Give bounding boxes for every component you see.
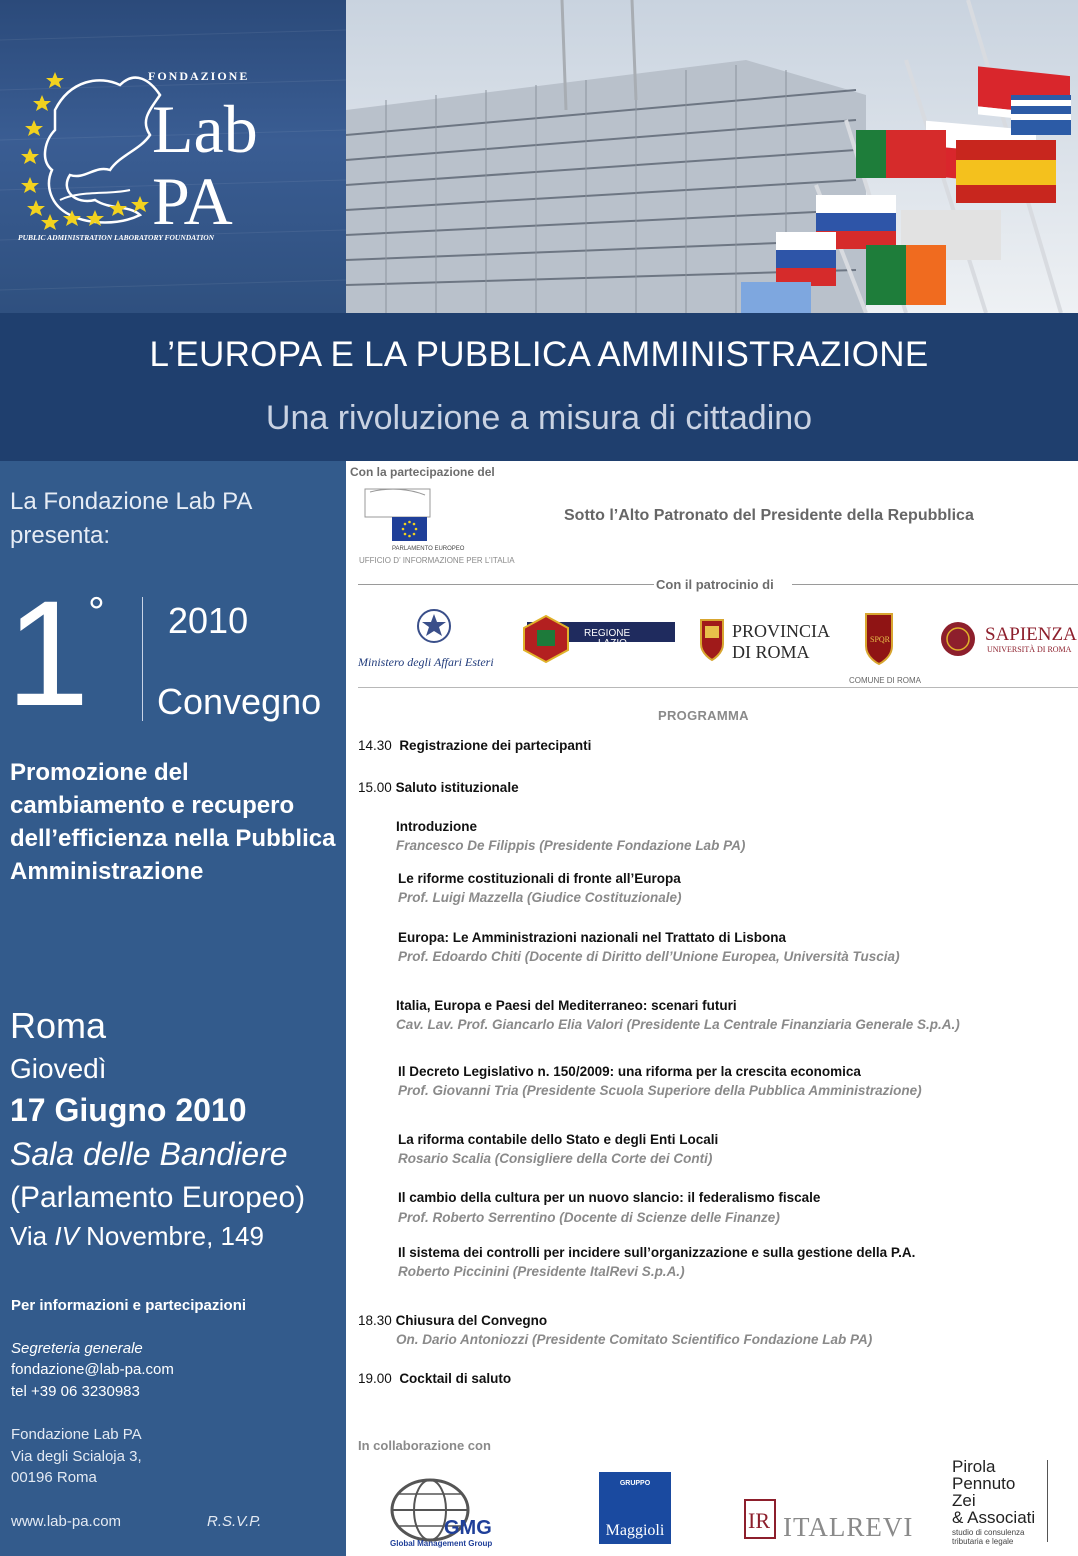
comune-roma-logo xyxy=(866,614,892,664)
program-speaker: Cav. Lav. Prof. Giancarlo Elia Valori (Presidente La Centrale Finanziaria Generale S.p.A.) xyxy=(396,1017,960,1032)
pirola-sub-1: studio di consulenza xyxy=(952,1528,1025,1537)
pirola-divider xyxy=(1047,1460,1048,1542)
org-name: Fondazione Lab PA xyxy=(11,1426,142,1443)
patrocinio-label: Con il patrocinio di xyxy=(656,577,774,592)
program-speaker: Rosario Scalia (Consigliere della Corte dei Conti) xyxy=(398,1151,713,1166)
program-speaker: Prof. Edoardo Chiti (Docente di Diritto dell’Unione Europea, Università Tuscia) xyxy=(398,949,900,964)
regione-text: REGIONE xyxy=(584,628,631,639)
program-title: La riforma contabile dello Stato e degli Enti Locali xyxy=(398,1132,719,1147)
logos-divider xyxy=(358,687,1078,688)
conference-theme: Promozione del cambiamento e recupero dell’efficienza nella Pubblica Amministrazione xyxy=(10,759,336,885)
edition-number: 1 xyxy=(6,569,90,737)
vertical-divider xyxy=(142,597,143,721)
provincia-text: PROVINCIA xyxy=(732,621,831,641)
italrevi-logo xyxy=(743,1494,913,1544)
program-title: Le riforme costituzionali di fronte all’Europa xyxy=(398,871,681,886)
italrevi-text: ITALREVI xyxy=(783,1512,913,1542)
fondazione-logo xyxy=(0,0,346,313)
gmg-sub-text: Global Management Group xyxy=(390,1539,493,1548)
event-date: 17 Giugno 2010 xyxy=(10,1092,247,1128)
address-suffix: Novembre, 149 xyxy=(78,1221,264,1251)
provincia-roma-logo xyxy=(701,620,830,662)
program-title: Il sistema dei controlli per incidere sull’organizzazione e sulla gestione della P.A. xyxy=(398,1245,916,1260)
program-speaker: Prof. Roberto Serrentino (Docente di Scienze delle Finanze) xyxy=(398,1210,780,1225)
program-speaker: Prof. Luigi Mazzella (Giudice Costituzionale) xyxy=(398,890,682,905)
program-title: Cocktail di saluto xyxy=(399,1371,512,1386)
eu-stars-icon xyxy=(21,72,149,230)
program-speaker: On. Dario Antoniozzi (Presidente Comitato Scientifico Fondazione Lab PA) xyxy=(396,1332,873,1347)
divider-right xyxy=(792,584,1078,585)
pirola-logo xyxy=(952,1458,1052,1548)
program-speaker: Francesco De Filippis (Presidente Fondazione Lab PA) xyxy=(396,838,746,853)
program-title: Introduzione xyxy=(396,819,477,834)
program-title: Chiusura del Convegno xyxy=(395,1313,548,1328)
contact-email[interactable]: fondazione@lab-pa.com xyxy=(11,1361,174,1378)
lazio-text: LAZIO xyxy=(598,638,627,649)
event-city: Roma xyxy=(10,1005,107,1046)
program-title: Italia, Europa e Paesi del Mediterraneo: scenari futuri xyxy=(396,998,737,1013)
collaboration-label: In collaborazione con xyxy=(358,1438,491,1453)
patronage-text: Sotto l’Alto Patronato del Presidente della Repubblica xyxy=(564,507,974,524)
pirola-sub-2: tributaria e legale xyxy=(952,1537,1014,1546)
ministero-text: Ministero degli Affari Esteri xyxy=(358,655,494,669)
spqr-text: SPQR xyxy=(870,635,891,644)
org-city: 00196 Roma xyxy=(11,1469,97,1486)
patron-logos xyxy=(356,600,1078,688)
programma-heading: PROGRAMMA xyxy=(658,708,749,723)
edition-degree: ° xyxy=(88,588,105,635)
italrevi-mark-text: IR xyxy=(748,1508,770,1533)
logo-panel xyxy=(0,0,346,313)
parliament-flags-image xyxy=(346,0,1078,313)
pirola-text-4: & Associati xyxy=(952,1508,1036,1527)
program-speaker: Prof. Giovanni Tria (Presidente Scuola Superiore della Pubblica Amministrazione) xyxy=(398,1083,922,1098)
program-title: Registrazione dei partecipanti xyxy=(399,738,592,753)
info-heading: Per informazioni e partecipazioni xyxy=(11,1297,247,1314)
website-link[interactable]: www.lab-pa.com xyxy=(11,1513,122,1530)
convegno-label: Convegno xyxy=(157,681,322,722)
pirola-text-1: Pirola xyxy=(952,1457,996,1476)
pirola-text-2: Pennuto xyxy=(952,1474,1016,1493)
event-venue: Sala delle Bandiere xyxy=(10,1136,288,1172)
event-weekday: Giovedì xyxy=(10,1053,107,1084)
gmg-text: GMG xyxy=(444,1517,492,1539)
ep-logo-text: PARLAMENTO EUROPEO xyxy=(392,546,465,552)
contact-phone: tel +39 06 3230983 xyxy=(11,1383,140,1400)
event-subtitle: Una rivoluzione a misura di cittadino xyxy=(265,399,813,437)
divider-left xyxy=(358,584,654,585)
program-title: Europa: Le Amministrazioni nazionali nel Trattato di Lisbona xyxy=(398,930,787,945)
gmg-logo xyxy=(388,1476,508,1548)
sapienza-text: SAPIENZA xyxy=(985,624,1077,645)
event-title: L’EUROPA E LA PUBBLICA AMMINISTRAZIONE xyxy=(149,335,929,374)
regione-lazio-logo xyxy=(524,616,675,662)
sapienza-logo xyxy=(941,622,1077,656)
program-title: Il Decreto Legislativo n. 150/2009: una riforma per la crescita economica xyxy=(398,1064,861,1079)
rsvp-label: R.S.V.P. xyxy=(207,1513,262,1530)
europe-outline-icon xyxy=(45,78,160,223)
event-address xyxy=(10,1221,264,1252)
european-parliament-logo xyxy=(360,487,520,557)
pirola-text-3: Zei xyxy=(952,1491,976,1510)
edition-year: 2010 xyxy=(168,600,249,641)
maggioli-gruppo-text: GRUPPO xyxy=(619,1480,651,1487)
program-time: 15.00 xyxy=(358,780,392,795)
logo-fondazione-text: FONDAZIONE xyxy=(148,69,250,83)
parliament-photo xyxy=(346,0,1078,313)
logo-tagline-text: PUBLIC ADMINISTRATION LABORATORY FOUNDATION xyxy=(18,233,215,242)
program-time: 19.00 xyxy=(358,1371,392,1386)
logo-lab-text: Lab xyxy=(152,91,258,167)
program-speaker: Roberto Piccinini (Presidente ItalRevi S.p.A.) xyxy=(398,1264,685,1279)
address-roman: IV xyxy=(54,1221,79,1251)
program-item xyxy=(358,780,519,795)
program-item xyxy=(358,1313,547,1328)
logo-pa-text: PA xyxy=(152,163,233,239)
org-street: Via degli Scialoja 3, xyxy=(11,1448,142,1465)
maggioli-logo xyxy=(599,1472,671,1544)
ep-caption: UFFICIO D’ INFORMAZIONE PER L’ITALIA xyxy=(359,556,515,565)
program-time: 18.30 xyxy=(358,1313,392,1328)
ministero-logo xyxy=(357,610,494,669)
comune-caption: COMUNE DI ROMA xyxy=(849,676,921,685)
secretary-label: Segreteria generale xyxy=(11,1340,143,1357)
universita-text: UNIVERSITÀ DI ROMA xyxy=(987,645,1072,654)
event-venue-sub: (Parlamento Europeo) xyxy=(10,1181,306,1214)
program-title: Saluto istituzionale xyxy=(395,780,519,795)
program-time: 14.30 xyxy=(358,738,392,753)
address-prefix: Via xyxy=(10,1221,55,1251)
program-item xyxy=(358,1371,511,1386)
di-roma-text: DI ROMA xyxy=(732,642,810,662)
participation-label: Con la partecipazione del xyxy=(350,465,495,479)
maggioli-text: Maggioli xyxy=(605,1522,665,1539)
presenta-text: La Fondazione Lab PA presenta: xyxy=(10,488,252,549)
program-title: Il cambio della cultura per un nuovo slancio: il federalismo fiscale xyxy=(398,1190,821,1205)
program-item xyxy=(358,738,591,753)
